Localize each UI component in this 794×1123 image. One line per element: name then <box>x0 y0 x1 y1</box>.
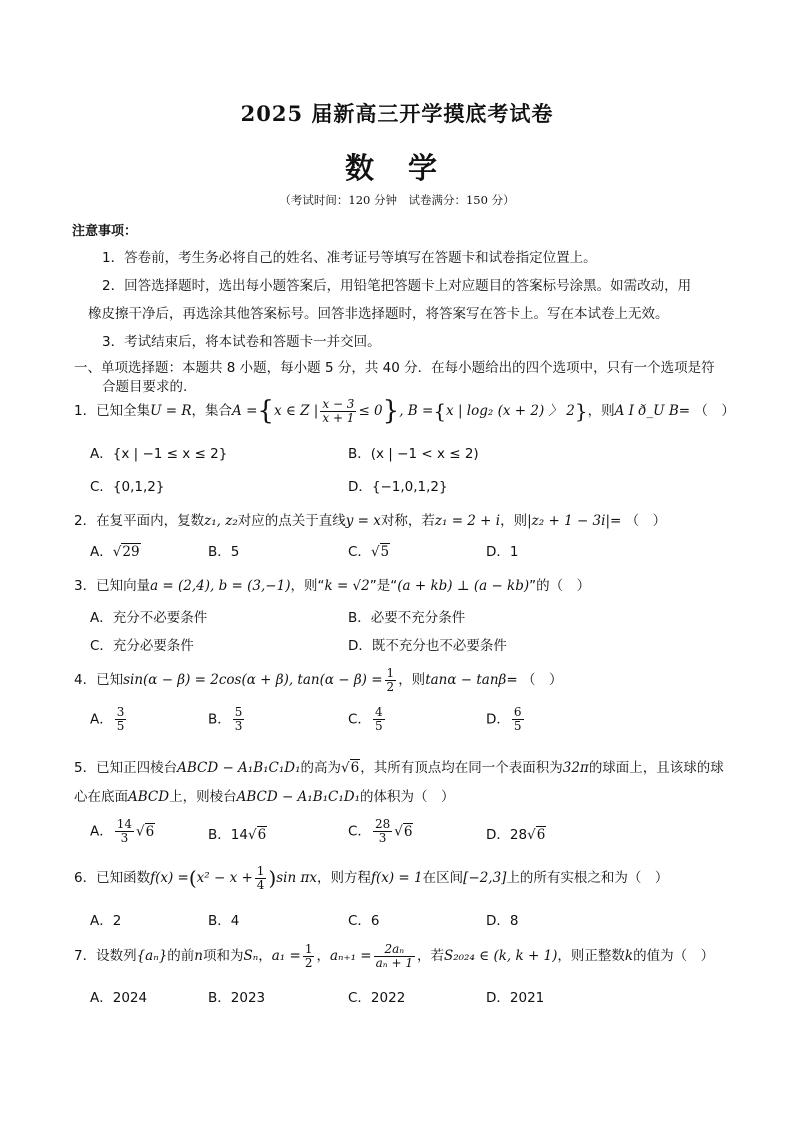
q7-cond: S₂₀₂₄ ∈ (k, k + 1) <box>443 948 558 964</box>
exam-subject: 数 学 <box>344 151 450 185</box>
q1-prefix: 1．已知全集 <box>74 403 151 419</box>
q2-z: z₁, z₂ <box>204 513 238 529</box>
q5-height: 6 <box>350 760 360 776</box>
q2-cond: z₁ = 2 + i <box>434 513 501 529</box>
q6-poly: x² − x + <box>196 870 253 886</box>
q7-comma: ， <box>258 948 272 964</box>
question-6: 6．已知函数f(x) =(x² − x + $\frac{1}{4}$ )sin πx，则方程f(x) = 1在区间[−2,3]上的所有实根之和为（ ） <box>74 863 669 892</box>
q6-sin: sin πx <box>276 870 317 886</box>
q6-option-d: D．8 <box>486 913 519 929</box>
q7-seq: {aₙ} <box>136 948 168 964</box>
q5-line2a: 心在底面 <box>74 789 128 805</box>
q4-prefix: 4．已知 <box>74 672 124 688</box>
q7-option-c: C．2022 <box>348 990 406 1006</box>
q6-option-a: A．2 <box>90 913 122 929</box>
q2-mid2: 对称，若 <box>380 513 435 529</box>
q3-suffix: ”的（ ） <box>529 578 591 594</box>
q3-mid2: ”是“ <box>369 578 398 594</box>
question-7 <box>74 942 714 970</box>
q5-option-c: C． $\frac{28}{3}$ √6 <box>348 817 413 845</box>
q1-mid: ，集合 <box>191 403 233 419</box>
question-5: 5．已知正四棱台ABCD − A₁B₁C₁D₁的高为√6，其所有顶点均在同一个表面积为32π的球面上，且该球的球 <box>74 760 724 776</box>
q1-option-a: A．{x | −1 ≤ x ≤ 2} <box>90 446 228 462</box>
q7-k: k <box>624 948 634 964</box>
q5-line2c: 的体积为（ ） <box>360 789 455 805</box>
q6-suffix: 上的所有实根之和为（ ） <box>506 870 669 886</box>
q7-a1-fraction: $\frac{1}{2}$ <box>304 941 313 970</box>
q6-prefix: 6．已知函数 <box>74 870 151 886</box>
q7-mid2: 项和为 <box>203 948 244 964</box>
q1-setb-lead: , B = <box>399 403 434 419</box>
q3-option-b: B．必要不充分条件 <box>348 610 466 626</box>
notice-item-2-cont: 橡皮擦干净后，再选涂其他答案标号。回答非选择题时，将答案写在答卡上。写在本试卷上无效。 <box>88 306 669 322</box>
notice-item-1: 1．答卷前，考生务必将自己的姓名、准考证号等填写在答题卡和试卷指定位置上。 <box>102 250 597 266</box>
q1-suffix: ，则 <box>587 403 615 419</box>
q6-quarter: $\frac{1}{4}$ <box>256 863 265 892</box>
q1-expr: A I ð_U B <box>614 403 679 419</box>
q6-mid1: ，则方程 <box>316 870 371 886</box>
q2-mid1: 对应的点关于直线 <box>237 513 346 529</box>
q2-option-b: B．5 <box>208 544 240 560</box>
q1-seta-tail: ≤ 0 <box>358 403 383 419</box>
q7-mid1: 的前 <box>167 948 195 964</box>
q2-line: y = x <box>345 513 381 529</box>
q3-prefix: 3．已知向量 <box>74 578 151 594</box>
q4-expr1: sin(α − β) = 2cos(α + β), tan(α − β) = <box>123 672 383 688</box>
q3-mid1: ，则“ <box>290 578 325 594</box>
q4-blank: = （ ） <box>506 672 563 688</box>
q1-universe: U = R <box>150 403 192 419</box>
q2-prefix: 2．在复平面内，复数 <box>74 513 205 529</box>
section-heading: 一、单项选择题：本题共 8 小题，每小题 5 分，共 40 分．在每小题给出的四个选项中，只有一个选项是符 <box>74 360 715 376</box>
notice-item-2: 2．回答选择题时，选出每小题答案后，用铅笔把答题卡上对应题目的答案标号涂黑。如需改动，用 <box>102 278 692 294</box>
q2-option-d: D．1 <box>486 544 519 560</box>
q4-half: $\frac{1}{2}$ <box>386 665 395 694</box>
q6-option-b: B．4 <box>208 913 240 929</box>
q5-solid: ABCD − A₁B₁C₁D₁ <box>177 760 301 776</box>
q2-expr: |z₂ + 1 − 3i| <box>527 513 611 529</box>
q7-mid4: ，则正整数 <box>557 948 625 964</box>
q4-option-b: B． $\frac{5}{3}$ <box>208 705 243 733</box>
q1-seta-fraction: $\frac{x - 3}{x + 1}$ <box>322 396 355 425</box>
q7-suffix: 的值为（ ） <box>633 948 715 964</box>
q3-option-a: A．充分不必要条件 <box>90 610 208 626</box>
q1-seta-x: x ∈ Z | <box>273 403 319 419</box>
q5-area: 32π <box>562 760 589 776</box>
q7-rec: aₙ₊₁ = <box>329 948 372 964</box>
q5-mid1: 的高为 <box>300 760 342 776</box>
q3-relation: (a + kb) ⊥ (a − kb) <box>397 578 530 594</box>
q5-prefix: 5．已知正四棱台 <box>74 760 178 776</box>
q2-option-a: A．√29 <box>90 544 140 560</box>
q6-eq: f(x) = 1 <box>370 870 423 886</box>
question-4 <box>74 666 562 694</box>
q5-mid2: ，其所有顶点均在同一个表面积为 <box>360 760 563 776</box>
question-5-cont <box>74 785 455 805</box>
q7-option-d: D．2021 <box>486 990 545 1006</box>
q1-option-b: B．(x | −1 < x ≤ 2) <box>348 446 479 462</box>
question-1: 1．已知全集U = R，集合A ={x ∈ Z | $\frac{x - 3}{x + 1}$ ≤ 0}, B ={x | log₂ (x + 2) 〉 2}，则A I ð_U B= （ ） <box>74 396 735 426</box>
q7-option-a: A．2024 <box>90 990 148 1006</box>
q3-option-c: C．充分必要条件 <box>90 638 194 654</box>
q2-option-c: C．√5 <box>348 544 390 560</box>
q7-prefix: 7．设数列 <box>74 948 137 964</box>
q3-vectors: a = (2,4), b = (3,−1) <box>150 578 291 594</box>
section-heading-cont: 合题目要求的. <box>102 379 188 395</box>
notice-item-3: 3．考试结束后，将本试卷和答题卡一并交回。 <box>102 334 381 350</box>
q3-option-d: D．既不充分也不必要条件 <box>348 638 507 654</box>
q1-setb-body: x | log₂ (x + 2) 〉 2 <box>446 403 575 419</box>
notice-heading: 注意事项： <box>72 224 138 239</box>
q5-option-b: B．14√6 <box>208 827 267 843</box>
q6-interval: [−2,3] <box>463 870 507 886</box>
q5-base: ABCD <box>128 789 170 805</box>
question-3 <box>74 574 590 594</box>
q5-mid3: 的球面上，且该球的球 <box>588 760 724 776</box>
exam-title: 2025 届新高三开学摸底考试卷 <box>240 101 554 126</box>
q4-option-d: D． $\frac{6}{5}$ <box>486 705 522 733</box>
q2-blank: = （ ） <box>610 513 667 529</box>
q3-cond: k = √2 <box>324 578 370 594</box>
exam-time-info: （考试时间：120 分钟 试卷满分：150 分） <box>279 193 515 207</box>
q7-option-b: B．2023 <box>208 990 266 1006</box>
q6-fx: f(x) = <box>150 870 189 886</box>
q2-mid3: ，则 <box>500 513 528 529</box>
q5-option-d: D．28√6 <box>486 827 546 843</box>
q4-expr2: tanα − tanβ <box>425 672 507 688</box>
q6-option-c: C．6 <box>348 913 380 929</box>
q7-comma2: ， <box>316 948 330 964</box>
q7-n: n <box>194 948 203 964</box>
q7-a1: a₁ = <box>271 948 301 964</box>
q4-option-a: A． $\frac{3}{5}$ <box>90 705 125 733</box>
q5-option-a: A． $\frac{14}{3}$ √6 <box>90 817 155 845</box>
q7-sn: Sₙ <box>243 948 259 964</box>
q4-mid: ，则 <box>398 672 426 688</box>
q5-solid2: ABCD − A₁B₁C₁D₁ <box>236 789 361 805</box>
q1-seta-lead: A = <box>232 403 258 419</box>
q1-option-d: D．{−1,0,1,2} <box>348 479 448 495</box>
q1-option-c: C．{0,1,2} <box>90 479 165 495</box>
q5-line2b: 上，则棱台 <box>169 789 237 805</box>
question-2 <box>74 509 666 529</box>
q4-option-c: C． $\frac{4}{5}$ <box>348 705 383 733</box>
q7-mid3: ，若 <box>416 948 444 964</box>
q7-rec-fraction: $\frac{\text{2aₙ}}{\text{aₙ + 1}}$ <box>375 941 413 970</box>
q1-blank: = （ ） <box>678 403 735 419</box>
q6-mid2: 在区间 <box>422 870 464 886</box>
